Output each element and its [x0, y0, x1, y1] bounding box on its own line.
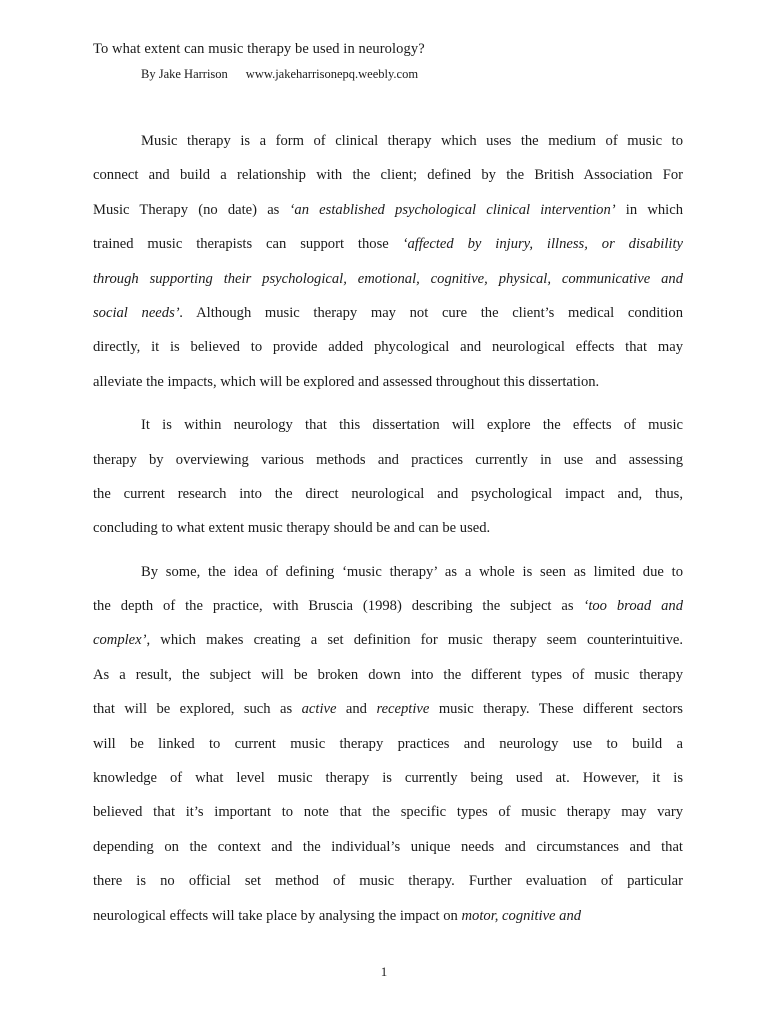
text-line	[93, 658, 683, 692]
document-body	[93, 124, 683, 933]
italic-quote: motor, cognitive and	[461, 907, 582, 924]
text-run: there is no official set method of music therapy. Further evaluation of particular	[93, 873, 683, 890]
text-line	[93, 511, 683, 545]
text-run: therapy by overviewing various methods and practices currently in use and assessing	[93, 451, 683, 468]
text-line	[93, 589, 683, 623]
italic-quote: through supporting their psychological, emotional, cognitive, physical, communicative and	[93, 270, 683, 287]
text-line	[93, 830, 683, 864]
text-line	[93, 262, 683, 296]
text-line	[93, 408, 683, 442]
text-line	[93, 623, 683, 657]
text-run: will be linked to current music therapy practices and neurology use to build a	[93, 735, 683, 752]
paragraph-gap	[93, 399, 683, 408]
text-line	[93, 555, 683, 589]
text-line	[93, 864, 683, 898]
text-run: It is within neurology that this dissertation will explore the effects of music	[141, 417, 683, 434]
text-line	[93, 692, 683, 726]
paragraph-gap	[93, 546, 683, 555]
italic-quote: receptive	[376, 701, 430, 718]
text-line	[93, 124, 683, 158]
text-run: knowledge of what level music therapy is currently being used at. However, it is	[93, 770, 683, 787]
paragraph	[93, 555, 683, 933]
text-run: As a result, the subject will be broken down into the different types of music therapy	[93, 666, 683, 683]
text-line	[93, 193, 683, 227]
text-run: and	[336, 701, 377, 718]
paragraph	[93, 408, 683, 546]
text-run: depending on the context and the individual’s unique needs and circumstances and that	[93, 838, 683, 855]
italic-quote: complex’	[93, 632, 147, 649]
text-line	[93, 761, 683, 795]
italic-quote: social needs’.	[93, 304, 184, 321]
paragraph	[93, 124, 683, 399]
text-run: directly, it is believed to provide added phycological and neurological effects that may	[93, 339, 683, 356]
text-line	[93, 727, 683, 761]
byline	[141, 67, 418, 82]
text-line	[93, 158, 683, 192]
page-number: 1	[380, 964, 388, 979]
text-run: , which makes creating a set definition for music therapy seem counterintuitive.	[146, 632, 683, 649]
text-line	[93, 477, 683, 511]
text-line	[93, 296, 683, 330]
text-run: believed that it’s important to note that the specific types of music therapy may vary	[93, 804, 683, 821]
text-line	[93, 899, 683, 933]
author-name: By Jake Harrison	[141, 67, 228, 81]
text-line	[93, 443, 683, 477]
author-website: www.jakeharrisonepq.weebly.com	[245, 67, 419, 81]
text-run: the current research into the direct neurological and psychological impact and, thus,	[93, 485, 683, 502]
italic-quote: ‘affected by injury, illness, or disability	[402, 236, 683, 253]
text-line	[93, 227, 683, 261]
text-run: neurological effects will take place by analysing the impact on	[93, 907, 462, 924]
text-run: music therapy. These different sectors	[429, 701, 683, 718]
italic-quote: active	[301, 701, 337, 718]
document-title: To what extent can music therapy be used in neurology?	[93, 41, 425, 57]
italic-quote: ‘an established psychological clinical intervention’	[289, 201, 616, 218]
text-line	[93, 795, 683, 829]
text-run: connect and build a relationship with the client; defined by the British Association For	[93, 167, 683, 184]
italic-quote: ‘too broad and	[583, 598, 684, 615]
text-run: Although music therapy may not cure the client’s medical condition	[183, 304, 683, 321]
text-run: in which	[615, 201, 683, 218]
text-run: By some, the idea of defining ‘music therapy’ as a whole is seen as limited due to	[141, 563, 683, 580]
text-run: Music therapy is a form of clinical therapy which uses the medium of music to	[141, 133, 683, 149]
text-run: Music Therapy (no date) as	[93, 201, 290, 218]
text-line	[93, 365, 683, 399]
text-run: trained music therapists can support those	[93, 236, 403, 253]
text-run: alleviate the impacts, which will be explored and assessed throughout this dissertation.	[93, 373, 600, 390]
text-run: concluding to what extent music therapy should be and can be used.	[93, 520, 491, 537]
text-run: that will be explored, such as	[93, 701, 302, 718]
text-line	[93, 330, 683, 364]
text-run: the depth of the practice, with Bruscia (1998) describing the subject as	[93, 598, 584, 615]
